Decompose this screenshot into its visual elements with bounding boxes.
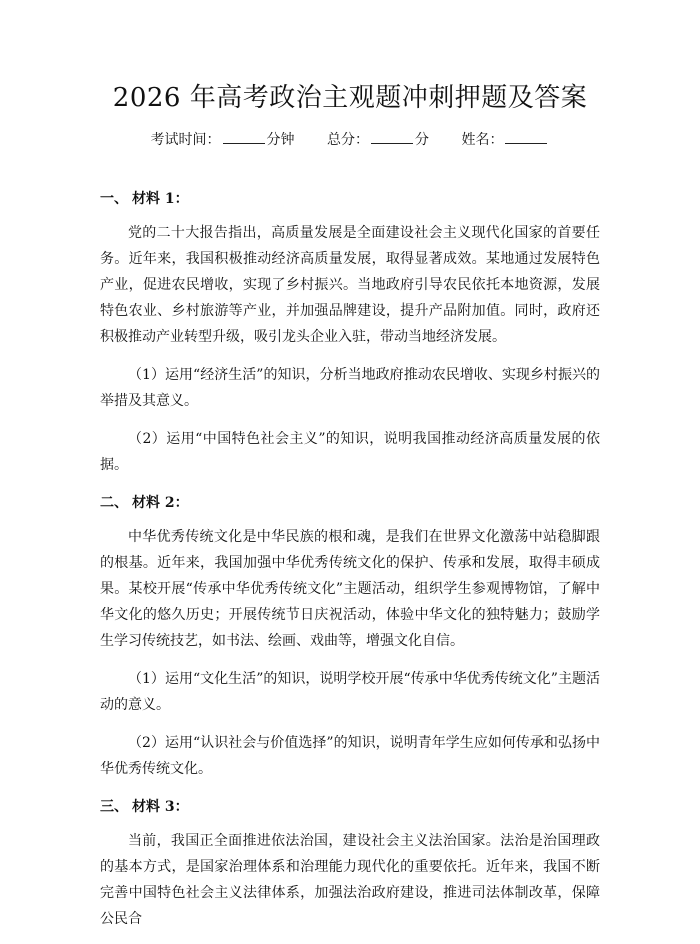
exam-time-blank (223, 129, 265, 144)
total-score-unit: 分 (415, 132, 429, 148)
document-title: 2026 年高考政治主观题冲刺押题及答案 (112, 83, 588, 113)
question-item: （2）运用“中国特色社会主义”的知识，说明我国推动经济高质量发展的依据。 (100, 431, 600, 473)
total-score-field (327, 128, 429, 152)
section-heading (100, 490, 600, 516)
name-field (461, 128, 549, 152)
exam-time-label: 考试时间： (150, 132, 221, 148)
total-score-blank (371, 129, 413, 144)
exam-time-unit: 分钟 (266, 132, 295, 148)
name-blank (505, 129, 547, 144)
exam-info-line (0, 128, 700, 152)
section-2 (100, 490, 600, 782)
name-label: 姓名： (461, 132, 504, 148)
question-item: （1）运用“文化生活”的知识，说明学校开展“传承中华优秀传统文化”主题活动的意义。 (100, 671, 600, 713)
section-number: 一、 (100, 191, 128, 207)
section-title: 材料 2： (132, 495, 189, 511)
section-3 (100, 794, 600, 932)
section-title: 材料 1： (132, 191, 189, 207)
material-paragraph: 当前，我国正全面推进依法治国，建设社会主义法治国家。法治是治国理政的基本方式，是国家治理体系和治理能力现代化的重要依托。近年来，我国不断完善中国特色社会主义法律体系，加强法治政府建设，推进司法体制改革，保障公民合 (100, 833, 600, 927)
material-paragraph: 党的二十大报告指出，高质量发展是全面建设社会主义现代化国家的首要任务。近年来，我国积极推动经济高质量发展，取得显著成效。某地通过发展特色产业，促进农民增收，实现了乡村振兴。当地政府引导农民依托本地资源，发展特色农业、乡村旅游等产业，并加强品牌建设，提升产品附加值。同时，政府还积极推动产业转型升级，吸引龙头企业入驻，带动当地经济发展。 (100, 225, 600, 345)
section-number: 二、 (100, 495, 128, 511)
exam-time-field (151, 128, 295, 152)
material-paragraph: 中华优秀传统文化是中华民族的根和魂，是我们在世界文化激荡中站稳脚跟的根基。近年来，我国加强中华优秀传统文化的保护、传承和发展，取得丰硕成果。某校开展“传承中华优秀传统文化”主题活动，组织学生参观博物馆，了解中华文化的悠久历史；开展传统节日庆祝活动，体验中华文化的独特魅力；鼓励学生学习传统技艺，如书法、绘画、戏曲等，增强文化自信。 (100, 529, 600, 649)
question-item: （2）运用“认识社会与价值选择”的知识，说明青年学生应如何传承和弘扬中华优秀传统文化。 (100, 735, 600, 777)
section-number: 三、 (100, 799, 128, 815)
question-item: （1）运用“经济生活”的知识，分析当地政府推动农民增收、实现乡村振兴的举措及其意义。 (100, 367, 600, 409)
section-title: 材料 3： (132, 799, 189, 815)
section-1 (100, 186, 600, 478)
document-body (100, 186, 600, 944)
total-score-label: 总分： (327, 132, 369, 148)
section-heading (100, 794, 600, 820)
section-heading (100, 186, 600, 212)
